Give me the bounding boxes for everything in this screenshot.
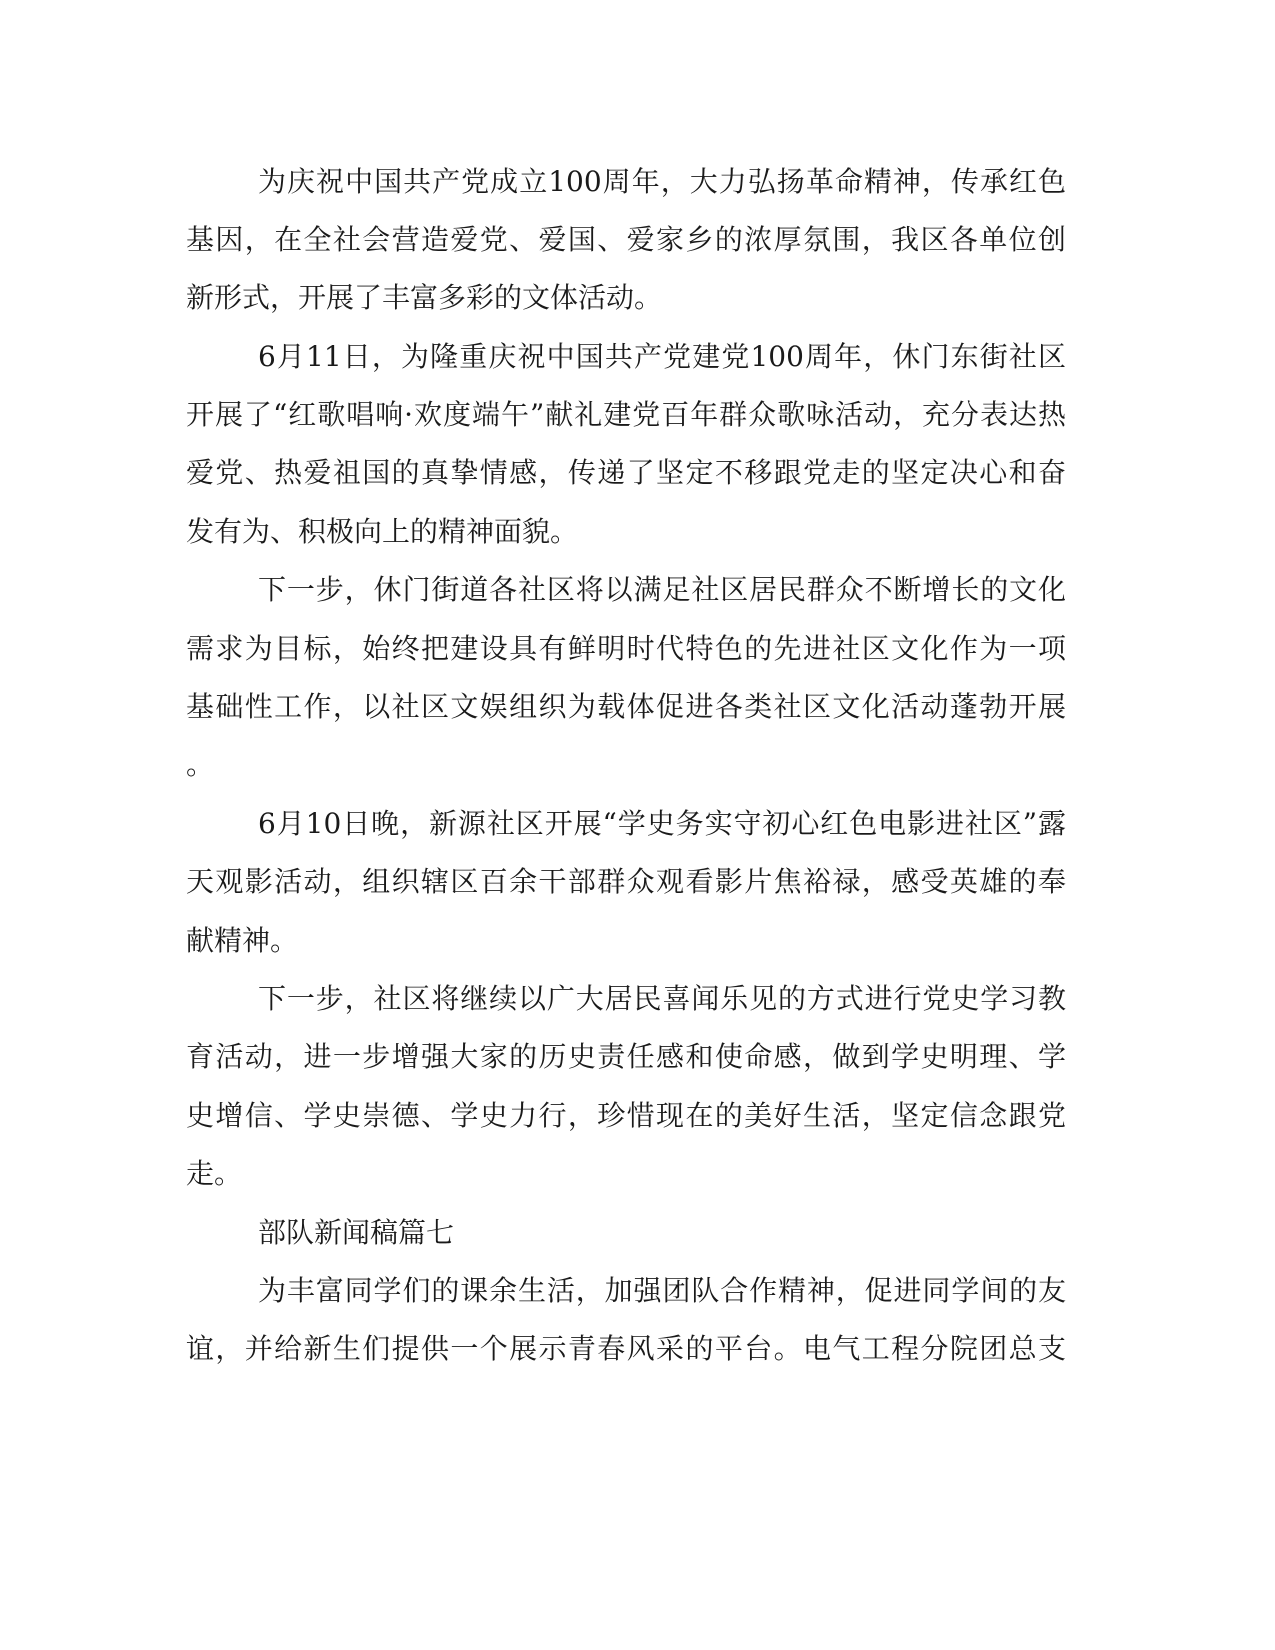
text-line: 基础性工作，以社区文娱组织为载体促进各类社区文化活动蓬勃开展 xyxy=(186,690,1066,723)
text-line: 下一步，休门街道各社区将以满足社区居民群众不断增长的文化 xyxy=(258,573,1066,606)
text-line: 育活动，进一步增强大家的历史责任感和使命感，做到学史明理、学 xyxy=(186,1040,1066,1073)
text-line: 史增信、学史崇德、学史力行，珍惜现在的美好生活，坚定信念跟党 xyxy=(186,1099,1066,1132)
text-line: 爱党、热爱祖国的真挚情感，传递了坚定不移跟党走的坚定决心和奋 xyxy=(186,456,1066,489)
text-line: 发有为、积极向上的精神面貌。 xyxy=(186,515,579,548)
text-line: 需求为目标，始终把建设具有鲜明时代特色的先进社区文化作为一项 xyxy=(186,632,1066,665)
text-line: 为丰富同学们的课余生活，加强团队合作精神，促进同学间的友 xyxy=(258,1274,1066,1307)
text-line: 。 xyxy=(186,748,215,781)
text-line: 6月10日晚，新源社区开展“学史务实守初心红色电影进社区”露 xyxy=(258,807,1066,840)
text-line: 为庆祝中国共产党成立100周年，大力弘扬革命精神，传承红色 xyxy=(258,165,1066,198)
text-line: 天观影活动，组织辖区百余干部群众观看影片焦裕禄，感受英雄的奉 xyxy=(186,865,1066,898)
text-line: 6月11日，为隆重庆祝中国共产党建党100周年，休门东街社区 xyxy=(258,340,1066,373)
section-heading: 部队新闻稿篇七 xyxy=(258,1216,455,1249)
text-line: 下一步，社区将继续以广大居民喜闻乐见的方式进行党史学习教 xyxy=(258,982,1066,1015)
text-line: 献精神。 xyxy=(186,924,299,957)
text-line: 走。 xyxy=(186,1157,243,1190)
text-line: 新形式，开展了丰富多彩的文体活动。 xyxy=(186,281,663,314)
text-line: 开展了“红歌唱响·欢度端午”献礼建党百年群众歌咏活动，充分表达热 xyxy=(186,398,1066,431)
text-line: 谊，并给新生们提供一个展示青春风采的平台。电气工程分院团总支 xyxy=(186,1332,1066,1365)
text-line: 基因，在全社会营造爱党、爱国、爱家乡的浓厚氛围，我区各单位创 xyxy=(186,223,1066,256)
